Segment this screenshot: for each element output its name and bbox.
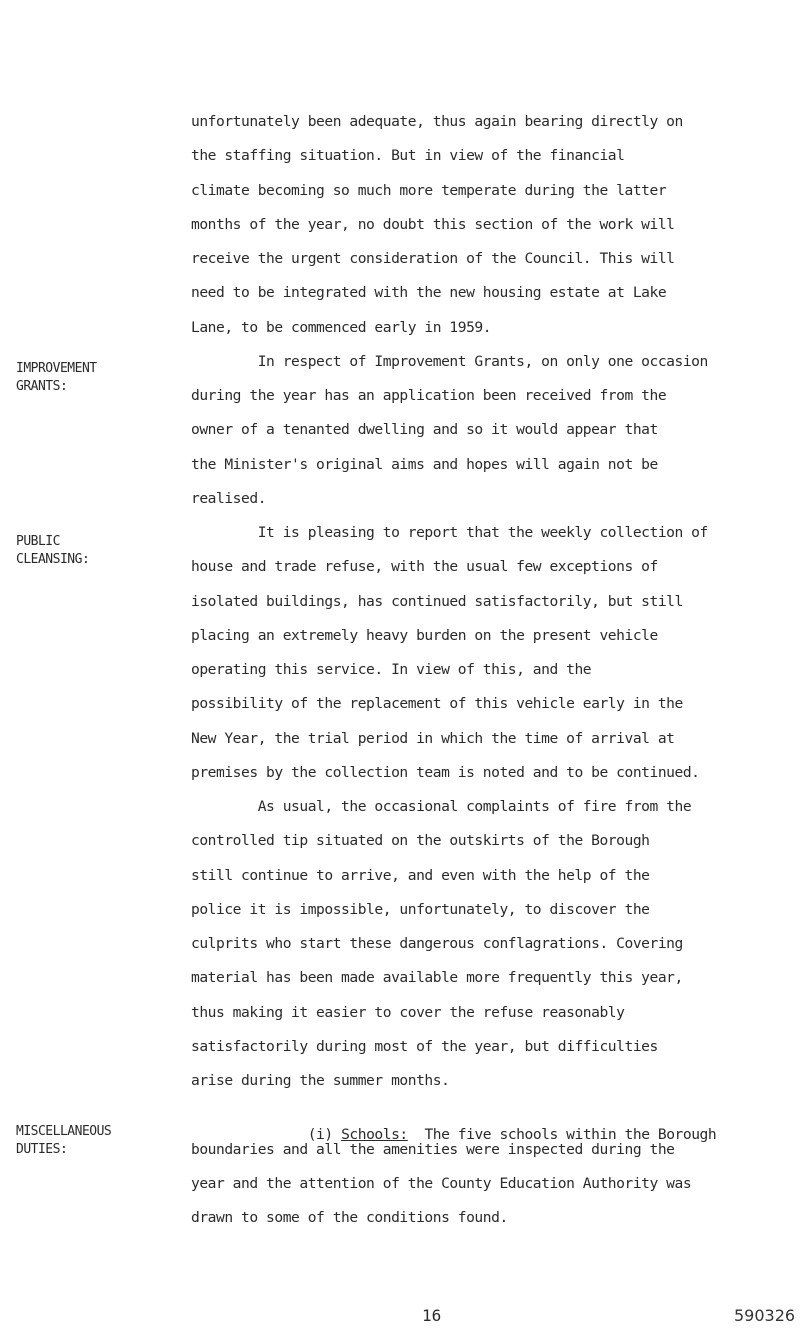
text-line: New Year, the trial period in which the time of arrival at [191, 729, 675, 747]
text-line: still continue to arrive, and even with the help of the [191, 866, 650, 884]
text-line: culprits who start these dangerous conflagrations. Covering [191, 935, 683, 952]
schools-heading: Schools: [341, 1126, 408, 1144]
margin-heading-line: MISCELLANEOUS [16, 1124, 112, 1139]
text-line: isolated buildings, has continued satisfactorily, but still [191, 592, 683, 610]
archive-stamp: 590326 [734, 1306, 796, 1325]
margin-heading-public-cleansing [16, 533, 89, 569]
margin-heading-line: CLEANSING: [16, 552, 90, 567]
text-line: the Minister's original aims and hopes will again not be [191, 455, 658, 473]
schools-rest: The five schools within the Borough [407, 1126, 717, 1144]
text-line: boundaries and all the amenities were inspected during the [191, 1140, 675, 1158]
text-line: material has been made available more frequently this year, [191, 969, 683, 987]
text-line: controlled tip situated on the outskirts of the Borough [191, 832, 650, 850]
text-line: possibility of the replacement of this vehicle early in the [191, 695, 683, 713]
text-line: police it is impossible, unfortunately, to discover the [191, 900, 650, 918]
text-line: the staffing situation. But in view of the financial [191, 147, 625, 165]
schools-prefix: (i) [241, 1126, 342, 1144]
text-line: It is pleasing to report that the weekly collection of [191, 524, 708, 541]
text-line: operating this service. In view of this, and the [191, 661, 592, 678]
margin-heading-miscellaneous-duties [16, 1123, 111, 1159]
text-line: Lane, to be commenced early in 1959. [191, 318, 492, 336]
text-line: As usual, the occasional complaints of fire from the [191, 798, 692, 815]
margin-heading-line: DUTIES: [16, 1142, 68, 1157]
margin-heading-line: PUBLIC [16, 534, 60, 549]
text-line: placing an extremely heavy burden on the present vehicle [191, 626, 658, 644]
text-line: premises by the collection team is noted and to be continued. [191, 763, 700, 781]
text-line: need to be integrated with the new housing estate at Lake [191, 284, 667, 302]
margin-heading-line: IMPROVEMENT [16, 361, 97, 376]
text-line: receive the urgent consideration of the Council. This will [191, 250, 675, 267]
text-line: satisfactorily during most of the year, but difficulties [191, 1037, 658, 1055]
text-line: house and trade refuse, with the usual few exceptions of [191, 558, 658, 576]
text-line: year and the attention of the County Education Authority was [191, 1174, 692, 1192]
text-line: thus making it easier to cover the refuse reasonably [191, 1003, 625, 1021]
margin-heading-line: GRANTS: [16, 379, 68, 394]
text-line: drawn to some of the conditions found. [191, 1209, 508, 1226]
text-line: realised. [191, 489, 267, 507]
text-line: during the year has an application been received from the [191, 387, 667, 404]
margin-heading-improvement-grants [16, 360, 97, 396]
text-line: months of the year, no doubt this section of the work will [191, 215, 675, 233]
text-line: owner of a tenanted dwelling and so it would appear that [191, 421, 658, 439]
text-line: arise during the summer months. [191, 1072, 450, 1089]
text-line: In respect of Improvement Grants, on only one occasion [191, 352, 708, 370]
page-number: 16 [422, 1306, 442, 1325]
text-line: climate becoming so much more temperate during the latter [191, 181, 667, 199]
text-line: unfortunately been adequate, thus again bearing directly on [191, 113, 683, 130]
